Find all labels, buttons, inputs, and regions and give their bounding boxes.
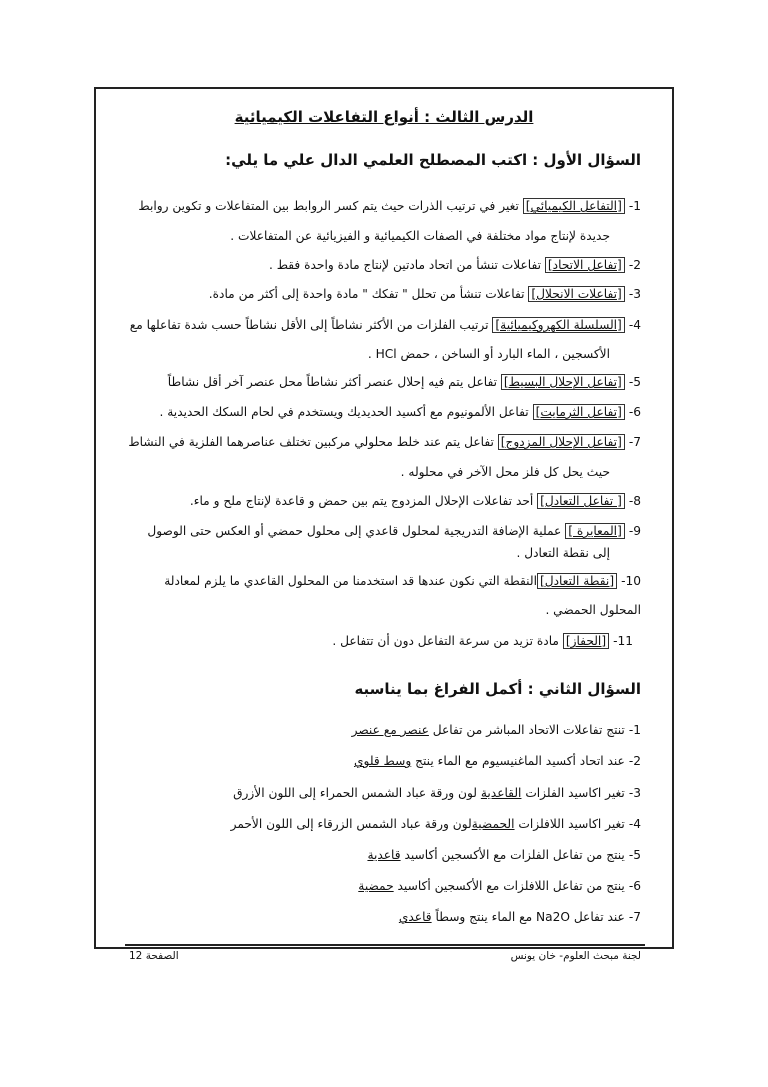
footer-rule [125,944,645,946]
q2-item: 3-تغير اكاسيد الفلزات القاعدية لون ورقة عباد الشمس الحمراء إلى اللون الأزرق [233,786,641,800]
q1-item-cont: حيث يحل كل فلز محل الآخر في محلوله . [400,465,610,479]
q1-item: 2-[تفاعل الاتحاد] تفاعلات تنشأ من اتحاد مادتين لإنتاج مادة واحدة فقط . [268,258,641,272]
q2-item: 7-عند تفاعل Na2O مع الماء ينتج وسطاً قاعدي [398,910,641,924]
q1-item: 9-[المعايرة ] عملية الإضافة التدريجية لمحلول قاعدي إلى محلول حمضي أو العكس حتى الوصول [147,524,641,538]
q1-item: 4-[السلسلة الكهروكيميائية] ترتيب الفلزات من الأكثر نشاطاً إلى الأقل نشاطاً حسب شدة تفاعلها مع [129,318,641,332]
q1-item-cont: الأكسجين ، الماء البارد أو الساخن ، حمض HCl . [367,347,610,361]
q2-item: 6-ينتج من تفاعل اللافلزات مع الأكسجين أكاسيد حمضية [358,879,641,893]
q1-item: 7-[تفاعل الإحلال المزدوج] تفاعل يتم عند خلط محلولي مركبين تختلف عناصرهما الفلزية في النشاط [128,435,641,449]
q2-item: 2-عند اتحاد أكسيد الماغنيسيوم مع الماء ينتج وسط قلوي [353,754,641,768]
q1-item: 3-[تفاعلات الانحلال] تفاعلات تنشأ من تحلل " تفكك " مادة واحدة إلى أكثر من مادة. [208,287,641,301]
q1-item: 6-[تفاعل الثرمايت] تفاعل الألمونيوم مع أكسيد الحديديك ويستخدم في لحام السكك الحديدية . [159,405,641,419]
q1-item: 10-[نقطة التعادل]النقطة التي نكون عندها قد استخدمنا من المحلول القاعدي ما يلزم لمعادلة [164,574,641,588]
q2-item: 4-تغير اكاسيد اللافلزات الحمضيةلون ورقة عباد الشمس الزرقاء إلى اللون الأحمر [230,817,641,831]
q1-item-cont: إلى نقطة التعادل . [516,546,610,560]
q1-item-cont: جديدة لإنتاج مواد مختلفة في الصفات الكيميائية و الفيزيائية عن المتفاعلات . [230,229,610,243]
q2-item: 5-ينتج من تفاعل الفلزات مع الأكسجين أكاسيد قاعدية [367,848,641,862]
q1-item: 11-[الحفاز] مادة تزيد من سرعة التفاعل دون أن تتفاعل . [332,634,633,648]
q2-item: 1-تنتج تفاعلات الاتحاد المباشر من تفاعل عنصر مع عنصر [351,723,641,737]
q1-item: 1-[التفاعل الكيميائي] تغير في ترتيب الذرات حيث يتم كسر الروابط بين المتفاعلات و تكوين روابط [138,199,641,213]
footer-committee: لجنة مبحث العلوم- خان يونس [510,950,641,962]
q1-item: 8-[ تفاعل التعادل] أحد تفاعلات الإحلال المزدوج يتم بين حمض و قاعدة لإنتاج ملح و ماء. [189,494,641,508]
question-two-heading: السؤال الثاني : أكمل الفراغ بما يناسبه [354,680,641,698]
q1-item: 5-[تفاعل الإحلال البسيط] تفاعل يتم فيه إحلال عنصر أكثر نشاطاً محل عنصر آخر أقل نشاطاً [167,375,641,389]
question-one-heading: السؤال الأول : اكتب المصطلح العلمي الدال علي ما يلي: [225,151,641,169]
q1-item-cont: المحلول الحمضي . [545,603,641,617]
footer-page-number: الصفحة 12 [129,950,179,962]
lesson-title: الدرس الثالث : أنواع التفاعلات الكيميائية [234,108,534,126]
